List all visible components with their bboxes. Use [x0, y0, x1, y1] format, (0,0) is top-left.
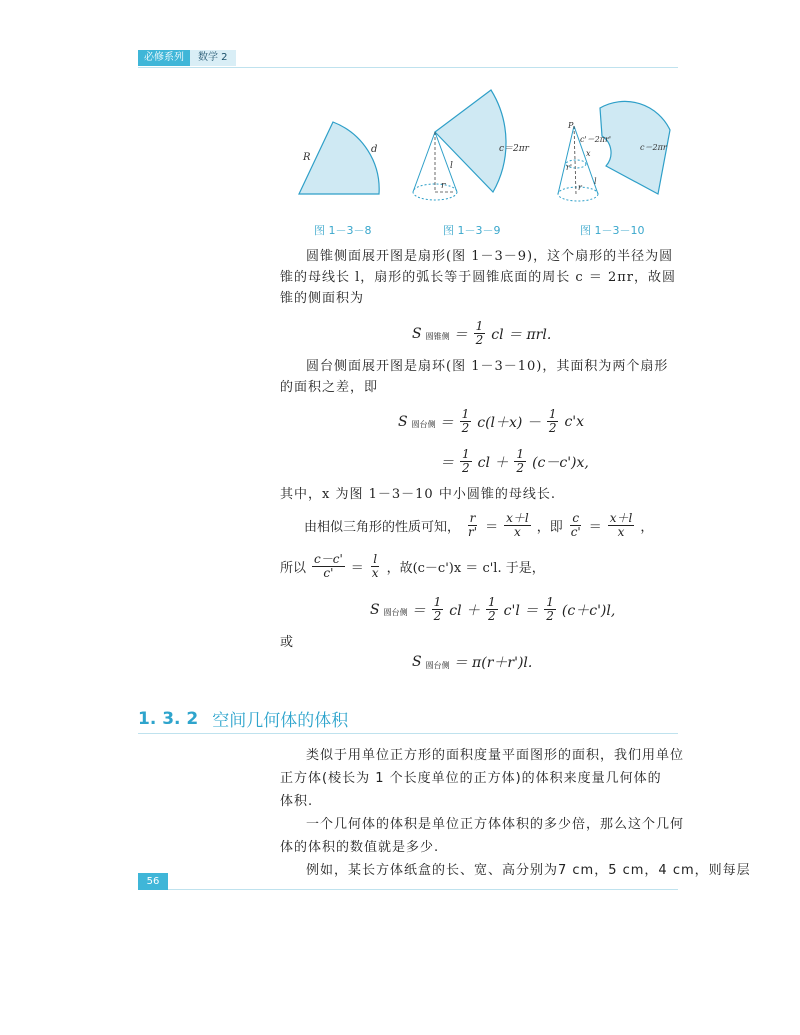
label-l: l [594, 177, 597, 186]
series-badge: 必修系列 [138, 50, 190, 66]
eq1-fraction: $\frac{1}{2}$ [475, 319, 484, 347]
section-number: 1. 3. 2 [138, 708, 199, 729]
body-line-2: 正方体(棱长为 1 个长度单位的正方体)的体积来度量几何体的 [280, 771, 662, 786]
section-rule [138, 733, 678, 734]
label-r: r [578, 183, 582, 192]
section-heading [138, 706, 348, 731]
header-rule [138, 67, 678, 68]
equation-frustum-area-final: S 圆台侧 ＝ π(r＋r')l. [412, 654, 533, 671]
page-number: 56 [138, 873, 168, 890]
label-c: c＝2πr [640, 143, 667, 152]
label-r-prime: r' [566, 163, 573, 172]
equation-cone-lateral-area: S 圆锥侧 ＝ $\frac{1}{2}$ cl ＝ πrl. [412, 319, 552, 347]
paragraph-cone-lateral: 圆锥侧面展开图是扇形(图 1－3－9)，这个扇形的半径为圆锥的母线长 l，扇形的弧长等于圆锥底面的周长 c ＝ 2πr，故圆锥的侧面积为 [280, 249, 676, 306]
equation-frustum-area-3: S 圆台侧 ＝ $\frac{1}{2}$ cl ＋ $\frac{1}{2}$ c'l ＝ $\frac{1}{2}$ (c＋c')l, [370, 595, 616, 623]
label-R: R [303, 152, 311, 163]
eq1-sub: 圆锥侧 [425, 332, 450, 341]
body-line-4: 一个几何体的体积是单位正方体体积的多少倍，那么这个几何 [306, 817, 685, 832]
caption-fig-1-3-10: 图 1－3－10 [580, 224, 645, 237]
paragraph-therefore: 所以 $\frac{c-c'}{c'}$ ＝ $\frac{l}{x}$ ，故(c－c')x ＝ c'l. 于是， [280, 552, 545, 580]
figure-sector [295, 118, 385, 198]
label-x: x [586, 149, 591, 158]
unrolled-sector [435, 90, 506, 192]
body-line-1: 类似于用单位正方形的面积度量平面图形的面积，我们用单位 [306, 748, 685, 763]
paragraph-similar-triangles: 由相似三角形的性质可知， $\frac{r}{r'}$ ＝ $\frac{x+l}{x}$ ，即 $\frac{c}{c'}$ ＝ $\frac{x+l}{x}$ ， [304, 511, 654, 539]
section-title: 空间几何体的体积 [212, 711, 349, 731]
label-c-prime: c'＝2πr' [580, 135, 612, 144]
caption-fig-1-3-9: 图 1－3－9 [443, 224, 501, 237]
sector-shape [299, 122, 379, 194]
equation-frustum-area-1: S 圆台侧 ＝ $\frac{1}{2}$ c(l＋x) － $\frac{1}{2}$ c'x [398, 407, 585, 435]
label-l: l [450, 161, 453, 171]
body-line-5: 体的体积的数值就是多少. [280, 840, 440, 855]
figure-cone-development [405, 88, 545, 210]
label-c: c＝2πr [499, 144, 529, 154]
running-header [138, 50, 236, 66]
label-r: r [441, 181, 446, 191]
label-d: d [371, 144, 378, 155]
eq1-lhs: S [412, 325, 422, 342]
or-text: 或 [280, 635, 295, 650]
body-line-6: 例如，某长方体纸盒的长、宽、高分别为7 cm，5 cm，4 cm，则每层 [306, 863, 751, 878]
body-line-3: 体积. [280, 794, 314, 809]
label-P: P [568, 121, 574, 130]
caption-fig-1-3-8: 图 1－3－8 [314, 224, 372, 237]
eq1-rhs: cl ＝ πrl. [491, 326, 552, 343]
figure-frustum-development [548, 86, 680, 208]
frustum-slant-left [558, 126, 574, 194]
cone-slant-left [413, 132, 435, 192]
footer-rule [168, 889, 678, 890]
paragraph-x-definition: 其中，x 为图 1－3－10 中小圆锥的母线长. [280, 487, 556, 502]
equation-frustum-area-2: ＝ $\frac{1}{2}$ cl ＋ $\frac{1}{2}$ (c－c')x, [440, 447, 589, 475]
paragraph-frustum-lateral: 圆台侧面展开图是扇环(图 1－3－10)，其面积为两个扇形的面积之差，即 [280, 359, 669, 395]
subject-label: 数学 2 [190, 50, 236, 66]
